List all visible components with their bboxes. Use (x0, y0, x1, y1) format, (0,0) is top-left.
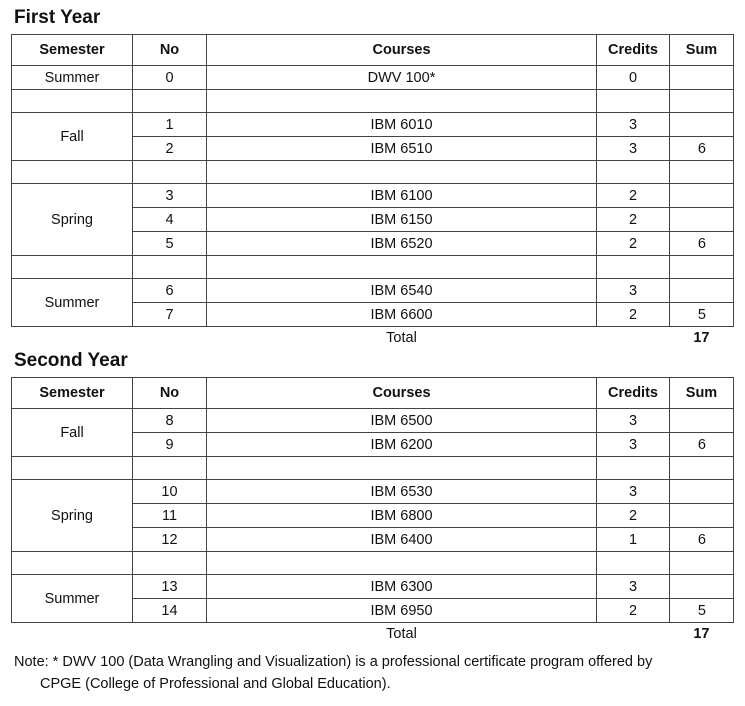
course-row (12, 113, 734, 137)
sum-cell: 5 (670, 303, 734, 327)
course-row (12, 409, 734, 433)
credits-cell: 3 (597, 433, 670, 457)
no-cell: 8 (133, 409, 207, 433)
credits-cell: 2 (597, 208, 670, 232)
first-year-table (11, 34, 734, 349)
empty-cell (597, 90, 670, 113)
semester-cell: Fall (12, 409, 133, 457)
no-cell: 3 (133, 184, 207, 208)
course-cell: DWV 100* (207, 66, 597, 90)
credits-header: Credits (597, 35, 670, 66)
spacer-row (12, 256, 734, 279)
footnote-line-2: CPGE (College of Professional and Global Education). (40, 676, 391, 692)
second-year-title: Second Year (14, 350, 128, 371)
course-row (12, 66, 734, 90)
course-row (12, 184, 734, 208)
empty-cell (133, 552, 207, 575)
sum-cell: 6 (670, 232, 734, 256)
empty-cell (597, 256, 670, 279)
sum-cell: 6 (670, 433, 734, 457)
credits-cell: 3 (597, 279, 670, 303)
course-row (12, 575, 734, 599)
sum-cell (670, 66, 734, 90)
empty-cell (670, 457, 734, 480)
semester-cell: Summer (12, 575, 133, 623)
empty-cell (670, 552, 734, 575)
course-cell: IBM 6800 (207, 504, 597, 528)
credits-header: Credits (597, 378, 670, 409)
sum-cell (670, 575, 734, 599)
empty-cell (133, 457, 207, 480)
credits-cell: 3 (597, 575, 670, 599)
no-cell: 10 (133, 480, 207, 504)
footnote (14, 651, 739, 695)
header-row (12, 378, 734, 409)
no-cell: 6 (133, 279, 207, 303)
no-cell: 0 (133, 66, 207, 90)
empty-cell (597, 552, 670, 575)
second-year-table (11, 377, 734, 645)
course-cell: IBM 6100 (207, 184, 597, 208)
course-cell: IBM 6300 (207, 575, 597, 599)
no-cell: 9 (133, 433, 207, 457)
empty-cell (12, 161, 133, 184)
total-value: 17 (693, 626, 710, 642)
empty-cell (207, 552, 597, 575)
empty-cell (597, 161, 670, 184)
empty-cell (133, 327, 207, 350)
credits-cell: 3 (597, 113, 670, 137)
semester-cell: Fall (12, 113, 133, 161)
credits-cell: 3 (597, 137, 670, 161)
sum-cell (670, 208, 734, 232)
no-cell: 11 (133, 504, 207, 528)
no-cell: 7 (133, 303, 207, 327)
sum-header: Sum (670, 35, 734, 66)
empty-cell (207, 90, 597, 113)
empty-cell (12, 623, 133, 646)
semester-cell: Summer (12, 66, 133, 90)
empty-cell (12, 327, 133, 350)
spacer-row (12, 90, 734, 113)
total-label: Total (386, 330, 417, 346)
empty-cell (12, 457, 133, 480)
sum-header: Sum (670, 378, 734, 409)
sum-cell (670, 504, 734, 528)
spacer-row (12, 552, 734, 575)
course-cell: IBM 6600 (207, 303, 597, 327)
empty-cell (133, 161, 207, 184)
semester-cell: Spring (12, 480, 133, 552)
sum-cell: 6 (670, 137, 734, 161)
credits-cell: 2 (597, 303, 670, 327)
courses-header: Courses (207, 378, 597, 409)
empty-cell (597, 457, 670, 480)
empty-cell (12, 552, 133, 575)
spacer-row (12, 161, 734, 184)
no-header: No (133, 378, 207, 409)
no-cell: 2 (133, 137, 207, 161)
footnote-line-1: Note: * DWV 100 (Data Wrangling and Visualization) is a professional certificate program offered by (14, 654, 653, 670)
spacer-row (12, 457, 734, 480)
empty-cell (597, 327, 670, 350)
course-cell: IBM 6510 (207, 137, 597, 161)
sum-cell: 6 (670, 528, 734, 552)
course-cell: IBM 6520 (207, 232, 597, 256)
empty-cell (133, 90, 207, 113)
credits-cell: 2 (597, 504, 670, 528)
total-row (12, 623, 734, 646)
course-row (12, 279, 734, 303)
credits-cell: 2 (597, 184, 670, 208)
empty-cell (12, 90, 133, 113)
no-cell: 4 (133, 208, 207, 232)
semester-header: Semester (12, 378, 133, 409)
no-cell: 14 (133, 599, 207, 623)
course-cell: IBM 6540 (207, 279, 597, 303)
sum-cell (670, 480, 734, 504)
course-row (12, 480, 734, 504)
course-cell: IBM 6010 (207, 113, 597, 137)
course-cell: IBM 6500 (207, 409, 597, 433)
no-cell: 13 (133, 575, 207, 599)
empty-cell (207, 256, 597, 279)
credits-cell: 0 (597, 66, 670, 90)
empty-cell (597, 623, 670, 646)
no-cell: 1 (133, 113, 207, 137)
no-cell: 5 (133, 232, 207, 256)
sum-cell (670, 409, 734, 433)
course-cell: IBM 6530 (207, 480, 597, 504)
sum-cell (670, 279, 734, 303)
semester-cell: Spring (12, 184, 133, 256)
credits-cell: 1 (597, 528, 670, 552)
empty-cell (133, 623, 207, 646)
course-cell: IBM 6150 (207, 208, 597, 232)
total-value: 17 (693, 330, 710, 346)
no-header: No (133, 35, 207, 66)
empty-cell (12, 256, 133, 279)
course-cell: IBM 6200 (207, 433, 597, 457)
empty-cell (670, 90, 734, 113)
empty-cell (207, 161, 597, 184)
header-row (12, 35, 734, 66)
credits-cell: 2 (597, 232, 670, 256)
courses-header: Courses (207, 35, 597, 66)
course-cell: IBM 6950 (207, 599, 597, 623)
credits-cell: 2 (597, 599, 670, 623)
course-cell: IBM 6400 (207, 528, 597, 552)
semester-header: Semester (12, 35, 133, 66)
first-year-title: First Year (14, 7, 101, 28)
semester-cell: Summer (12, 279, 133, 327)
total-row (12, 327, 734, 350)
empty-cell (133, 256, 207, 279)
sum-cell (670, 113, 734, 137)
total-label: Total (386, 626, 417, 642)
empty-cell (670, 256, 734, 279)
credits-cell: 3 (597, 409, 670, 433)
empty-cell (670, 161, 734, 184)
empty-cell (207, 457, 597, 480)
sum-cell: 5 (670, 599, 734, 623)
credits-cell: 3 (597, 480, 670, 504)
no-cell: 12 (133, 528, 207, 552)
sum-cell (670, 184, 734, 208)
